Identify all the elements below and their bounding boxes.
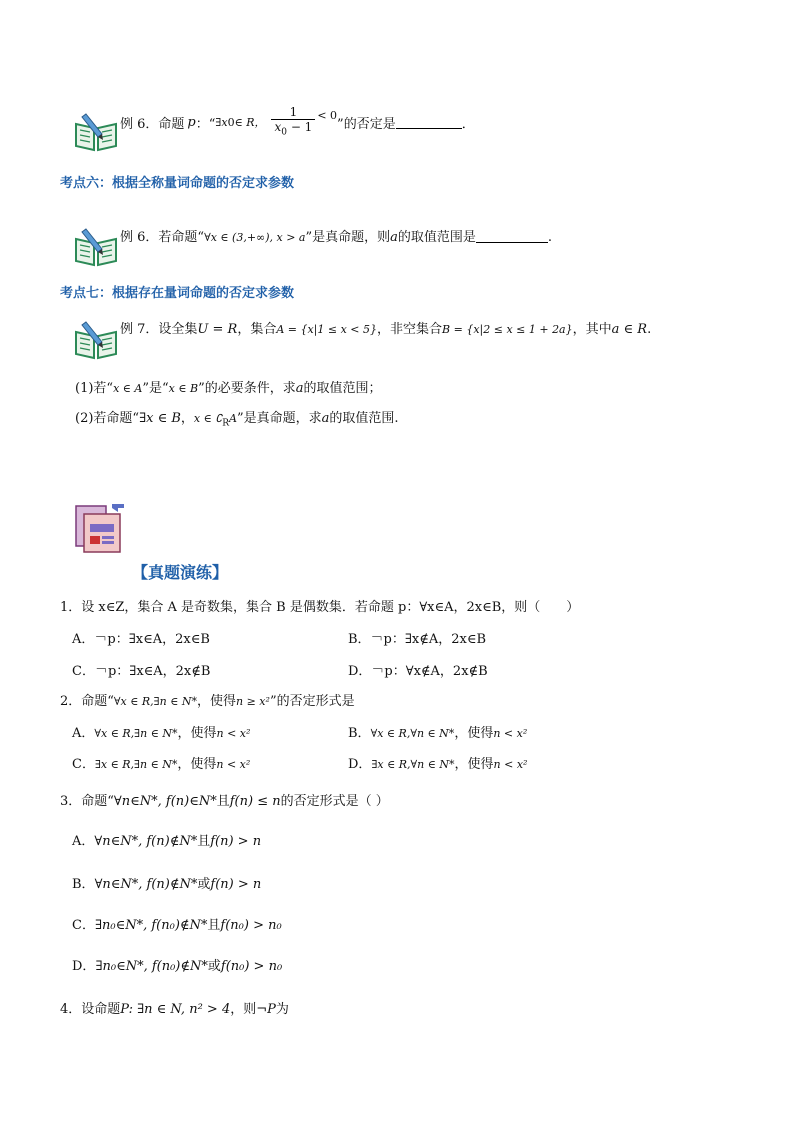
period: . — [647, 322, 652, 337]
example-label: 例 6．若命题“ — [120, 230, 205, 245]
x-in-complement: x ∈ ∁ — [193, 412, 223, 425]
answer-blank[interactable] — [396, 116, 462, 129]
option-math: ∃x ∈ R,∀n ∈ N* — [371, 758, 455, 771]
option-math-2: f(n) > n — [210, 834, 262, 849]
part-end: 的取值范围； — [303, 381, 382, 396]
banner-title: 【真题演练】 — [132, 563, 229, 582]
fraction-denominator: $x_0 - 1$ — [271, 119, 315, 139]
example-7-part-1 — [75, 377, 382, 396]
part-tail: ”的必要条件，求 — [198, 381, 296, 396]
question-number: 3．命题“ — [60, 794, 114, 809]
example-label: 例 6．命题 — [120, 116, 185, 132]
option-conjunction: 且 — [207, 918, 221, 933]
complement-sub: R — [222, 418, 230, 429]
less-than-zero: < 0 — [317, 108, 338, 122]
option-math: ∀x ∈ R,∀n ∈ N* — [370, 727, 455, 740]
option-conjunction: 且 — [197, 834, 211, 849]
option-math-2: n < x² — [493, 758, 528, 771]
question-stem: x∈Z，集合 A 是奇数集，集合 B 是偶数集．若命题 p：∀x∈A，2x∈B，则（ ） — [98, 600, 580, 615]
option-2b[interactable] — [348, 722, 527, 741]
fraction — [271, 105, 315, 139]
stem-tail: ”的否定形式是 — [269, 694, 355, 709]
option-math: ∃n₀∈N*, f(n₀)∉N* — [95, 959, 208, 974]
option-math: ∀n∈N*, f(n)∉N* — [94, 834, 198, 849]
stem-math: P: ∃n ∈ N, n² > 4 — [120, 1002, 231, 1017]
option-math: ∀x ∈ R,∃n ∈ N* — [94, 727, 178, 740]
option-middle: ，使得 — [177, 726, 217, 741]
stem-tail: 为 — [275, 1002, 289, 1017]
example-6-universal: 例 6．若命题“∀x ∈ (3,+∞), x > a”是真命题，则a的取值范围是 . — [120, 230, 553, 245]
prop-p: p — [187, 114, 196, 130]
section-heading-7: 考点七：根据存在量词命题的否定求参数 — [60, 286, 295, 301]
comma: ， — [180, 411, 194, 426]
option-3c[interactable] — [72, 914, 282, 933]
universal-math: ∀x ∈ (3,+∞), x > a — [204, 231, 306, 244]
stem-middle: ，使得 — [197, 694, 237, 709]
option-math: ∃n₀∈N*, f(n₀)∉N* — [94, 918, 208, 933]
option-math: ∀n∈N*, f(n)∉N* — [94, 877, 198, 892]
option-letter: B． — [72, 877, 95, 892]
var-a: a — [390, 230, 398, 245]
universal-set: U = R — [197, 322, 238, 337]
question-number: 4．设命题 — [60, 1002, 121, 1017]
fraction-numerator: 1 — [289, 104, 298, 119]
part-middle: ”是“ — [142, 381, 169, 396]
option-letter: C． — [72, 757, 95, 772]
stem-math: ∀n∈N*, f(n)∈N* — [113, 794, 217, 809]
part-end: 的取值范围. — [329, 411, 399, 426]
option-letter: D． — [348, 757, 372, 772]
option-middle: ，使得 — [177, 757, 217, 772]
option-2d[interactable] — [348, 753, 527, 772]
exists-x: ∃x — [215, 115, 228, 129]
example-7-part-2 — [75, 407, 399, 429]
in-r: ∈ R， — [234, 116, 266, 129]
set-a-letter: A — [229, 412, 237, 425]
option-math-2: n < x² — [216, 727, 251, 740]
example-6-existential: 例 6．命题 p ：“ ∃x 0 ∈ R， $\frac{1}{x_0 - 1}$ < 0 ”的否定是 ． — [120, 104, 475, 138]
section-heading-6: 考点六：根据全称量词命题的否定求参数 — [60, 176, 295, 191]
option-letter: A． — [72, 726, 95, 741]
question-4 — [60, 998, 289, 1017]
quote-open: ：“ — [195, 116, 216, 132]
option-middle: ，使得 — [454, 757, 494, 772]
negation-question: ”的否定是 — [337, 116, 396, 132]
option-math-2: n < x² — [216, 758, 251, 771]
example-middle: ”是真命题，则 — [305, 230, 391, 245]
book-pencil-icon — [72, 110, 120, 152]
option-1b[interactable]: B．￢p：∃x∉A，2x∈B — [348, 632, 487, 647]
option-2c[interactable] — [72, 753, 250, 772]
option-3a[interactable] — [72, 830, 261, 849]
question-3 — [60, 790, 389, 809]
question-2 — [60, 690, 355, 709]
option-conjunction: 或 — [197, 877, 211, 892]
var-a: a — [321, 411, 330, 426]
a-in-r: a ∈ R — [611, 322, 648, 337]
set-a: A = {x|1 ≤ x < 5} — [276, 323, 378, 336]
stem-conjunction: 且 — [216, 794, 230, 809]
stem-math: ∀x ∈ R,∃n ∈ N* — [113, 695, 197, 708]
question-number: 1．设 — [60, 600, 99, 615]
option-letter: B． — [348, 726, 371, 741]
option-middle: ，使得 — [454, 726, 494, 741]
option-letter: D． — [72, 959, 96, 974]
stem-math-2: ¬P — [256, 1002, 276, 1017]
example-tail: 的取值范围是 — [397, 230, 476, 245]
option-2a[interactable] — [72, 722, 250, 741]
option-1a[interactable]: A．￢p：∃x∈A，2x∈B — [72, 632, 210, 647]
option-3d[interactable] — [72, 955, 282, 974]
stem-math-2: n ≥ x² — [236, 695, 270, 708]
example-tail: ，其中 — [572, 322, 612, 337]
option-3b[interactable] — [72, 873, 261, 892]
option-letter: A． — [72, 834, 95, 849]
set-b: B = {x|2 ≤ x ≤ 1 + 2a} — [442, 323, 573, 336]
exam-papers-icon — [72, 500, 128, 554]
option-math-2: n < x² — [493, 727, 528, 740]
stem-middle: ，则 — [230, 1002, 257, 1017]
part-prefix: (1)若“ — [75, 381, 114, 396]
part-tail: ”是真命题，求 — [236, 411, 322, 426]
book-pencil-icon — [72, 318, 120, 360]
example-label: 例 7．设全集 — [120, 322, 198, 337]
sub-zero: 0 — [227, 115, 235, 129]
x-in-a: x ∈ A — [113, 382, 143, 395]
stem-tail: 的否定形式是（ ） — [280, 794, 389, 809]
option-math: ∃x ∈ R,∃n ∈ N* — [94, 758, 178, 771]
option-math-2: f(n) > n — [210, 877, 262, 892]
option-letter: C． — [72, 918, 95, 933]
exists-x-in-b: ∃x ∈ B — [139, 411, 181, 426]
option-math-2: f(n₀) > n₀ — [220, 918, 282, 933]
set-b-prefix: ，非空集合 — [377, 322, 443, 337]
question-number: 2．命题“ — [60, 694, 114, 709]
answer-blank[interactable] — [476, 230, 548, 243]
part-prefix: (2)若命题“ — [75, 411, 140, 426]
option-conjunction: 或 — [207, 959, 221, 974]
x-in-b: x ∈ B — [168, 382, 199, 395]
book-pencil-icon — [72, 225, 120, 267]
var-a: a — [295, 381, 304, 396]
option-1c[interactable]: C．￢p：∃x∈A，2x∉B — [72, 664, 211, 679]
set-a-prefix: ，集合 — [237, 322, 277, 337]
stem-math-2: f(n) ≤ n — [229, 794, 281, 809]
question-1 — [60, 596, 579, 615]
option-1d[interactable]: D．￢p：∀x∉A，2x∉B — [348, 664, 488, 679]
example-7 — [120, 318, 651, 337]
option-math-2: f(n₀) > n₀ — [220, 959, 283, 974]
